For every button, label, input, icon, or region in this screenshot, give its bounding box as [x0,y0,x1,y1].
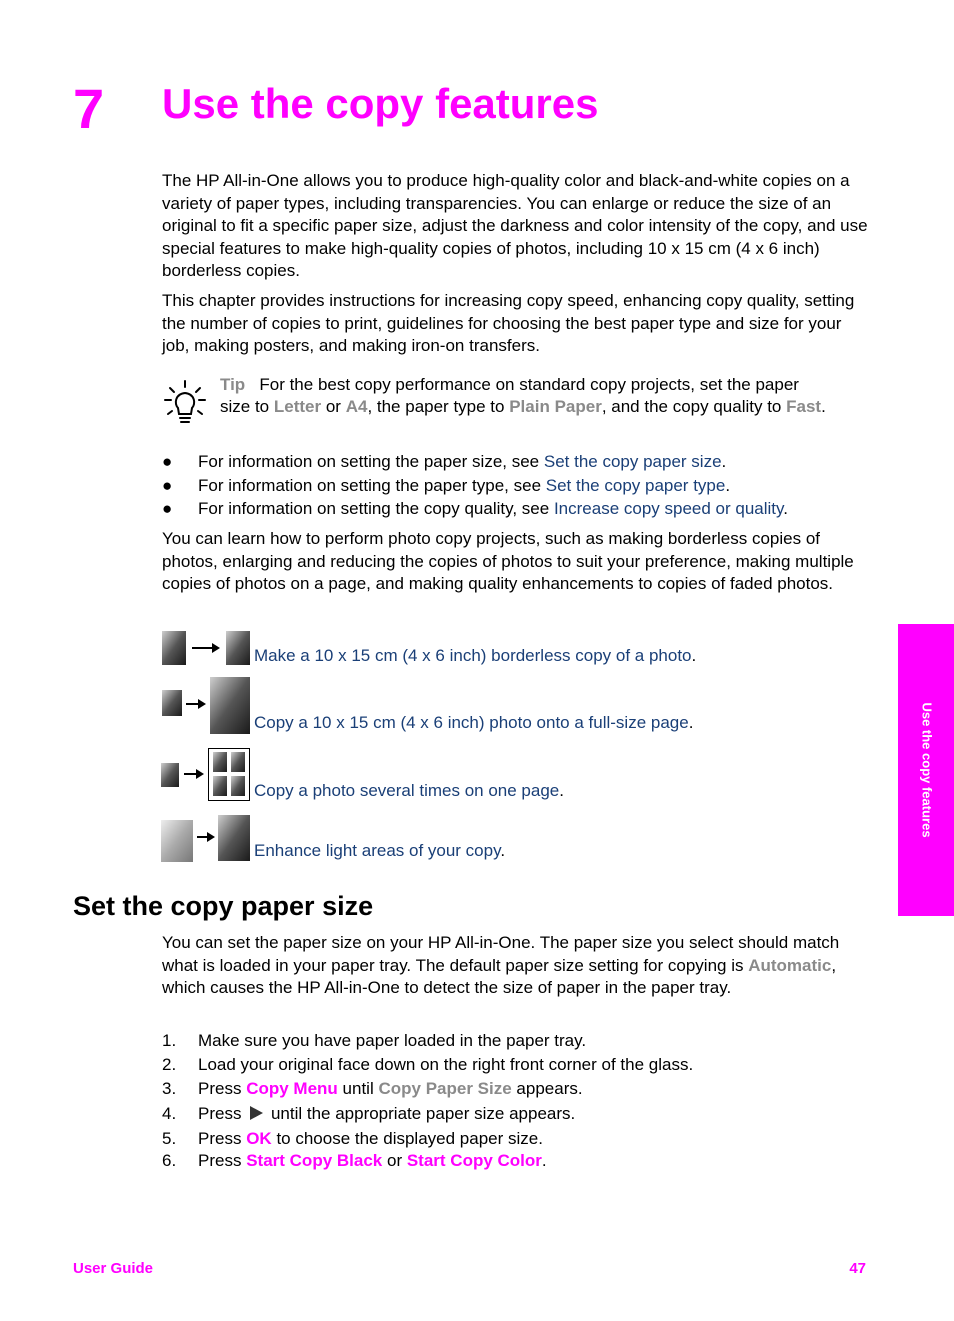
list-item: ● For information on setting the copy quality, see Increase copy speed or quality. [162,498,872,521]
footer-guide-label: User Guide [73,1260,154,1277]
photo-link-row: Make a 10 x 15 cm (4 x 6 inch) borderless copy of a photo. [254,646,697,665]
section-title: Set the copy paper size [73,891,374,921]
photo-link-row: Copy a photo several times on one page. [254,781,564,800]
tip-label: Tip [220,375,246,394]
a4-setting: A4 [345,397,368,416]
copy-menu-key: Copy Menu [246,1079,338,1098]
fast-setting: Fast [786,397,822,416]
link-increase-copy-speed[interactable]: Increase copy speed or quality [553,499,784,518]
plain-paper-setting: Plain Paper [509,397,602,416]
bullet: ● [162,499,173,518]
link-several-copies[interactable]: Copy a photo several times on one page [254,781,560,800]
bullet: ● [162,452,173,471]
link-enhance-light-areas[interactable]: Enhance light areas of your copy [254,841,501,860]
photo-faded-icon [161,820,193,862]
section-paragraph: You can set the paper size on your HP All-in-One. The paper size you select should match what is loaded in your paper tray. The default paper size setting for copying is Automatic, which causes the HP All-in-One to detect the size of paper in the paper tray. [162,933,840,997]
link-set-copy-paper-size[interactable]: Set the copy paper size [543,452,722,471]
step-item: 6. Press Start Copy Black or Start Copy Color. [162,1151,547,1170]
photo-multiple-icon [208,748,250,801]
link-full-size-copy[interactable]: Copy a 10 x 15 cm (4 x 6 inch) photo onto a full-size page [254,713,689,732]
arrow-right-icon [192,647,218,649]
start-copy-black-key: Start Copy Black [246,1151,383,1170]
lightbulb-icon [164,378,208,426]
chapter-number: 7 [73,77,105,140]
ok-key: OK [246,1129,272,1148]
start-copy-color-key: Start Copy Color [406,1151,542,1170]
automatic-setting: Automatic [748,955,832,975]
photo-original-icon [162,690,182,716]
page-number: 47 [849,1260,866,1277]
copy-paper-size-setting: Copy Paper Size [378,1079,512,1098]
photo-original-icon [162,631,186,665]
step-item: 5. Press OK to choose the displayed paper size. [162,1129,543,1148]
side-tab-label: Use the copy features [919,702,935,838]
photo-full-page-icon [210,677,250,734]
side-chapter-tab [898,624,954,916]
link-set-copy-paper-type[interactable]: Set the copy paper type [545,476,726,495]
link-borderless-copy[interactable]: Make a 10 x 15 cm (4 x 6 inch) borderless copy of a photo [254,646,692,665]
bullet: ● [162,476,173,495]
tip-line-2: size to Letter or A4, the paper type to Plain Paper, and the copy quality to Fast. [220,397,826,416]
step-item: 3. Press Copy Menu until Copy Paper Size appears. [162,1079,583,1098]
photo-borderless-icon [226,631,250,665]
photo-intro-paragraph: You can learn how to perform photo copy projects, such as making borderless copies of photos, enlarging and reducing the copies of photos to suit your preference, making multiple copies of photos on a page, and making quality enhancements to copies of faded photos. [162,529,854,593]
photo-link-row: Enhance light areas of your copy. [254,841,506,860]
step-item: 4. Press until the appropriate paper size appears. [162,1104,576,1123]
step-item: 1. Make sure you have paper loaded in the paper tray. [162,1031,587,1050]
step-item: 2. Load your original face down on the right front corner of the glass. [162,1055,694,1074]
chapter-title: Use the copy features [162,80,599,127]
tip-line-1: Tip For the best copy performance on standard copy projects, set the paper [220,375,799,394]
arrow-right-icon [186,703,204,705]
intro-paragraph-1: The HP All-in-One allows you to produce high-quality color and black-and-white copies on a variety of paper types, including transparencies. You can enlarge or reduce the size of an original to fit a specific paper size, adjust the darkness and color intensity of the copy, and use special features to make high-quality copies of photos, including 10 x 15 cm (4 x 6 inch) borderless copies. [162,171,868,280]
arrow-right-icon [197,836,213,838]
photo-original-icon [161,763,179,787]
letter-setting: Letter [273,397,322,416]
photo-link-row: Copy a 10 x 15 cm (4 x 6 inch) photo onto a full-size page. [254,713,694,732]
right-arrow-button-icon [248,1105,264,1121]
list-item: ● For information on setting the paper size, see Set the copy paper size. [162,451,872,474]
arrow-right-icon [184,773,202,775]
list-item: ● For information on setting the paper type, see Set the copy paper type. [162,475,872,498]
intro-paragraph-2: This chapter provides instructions for increasing copy speed, enhancing copy quality, setting the number of copies to print, guidelines for choosing the best paper type and size for your job, making posters, and making iron-on transfers. [162,291,855,355]
photo-enhanced-icon [218,815,250,861]
